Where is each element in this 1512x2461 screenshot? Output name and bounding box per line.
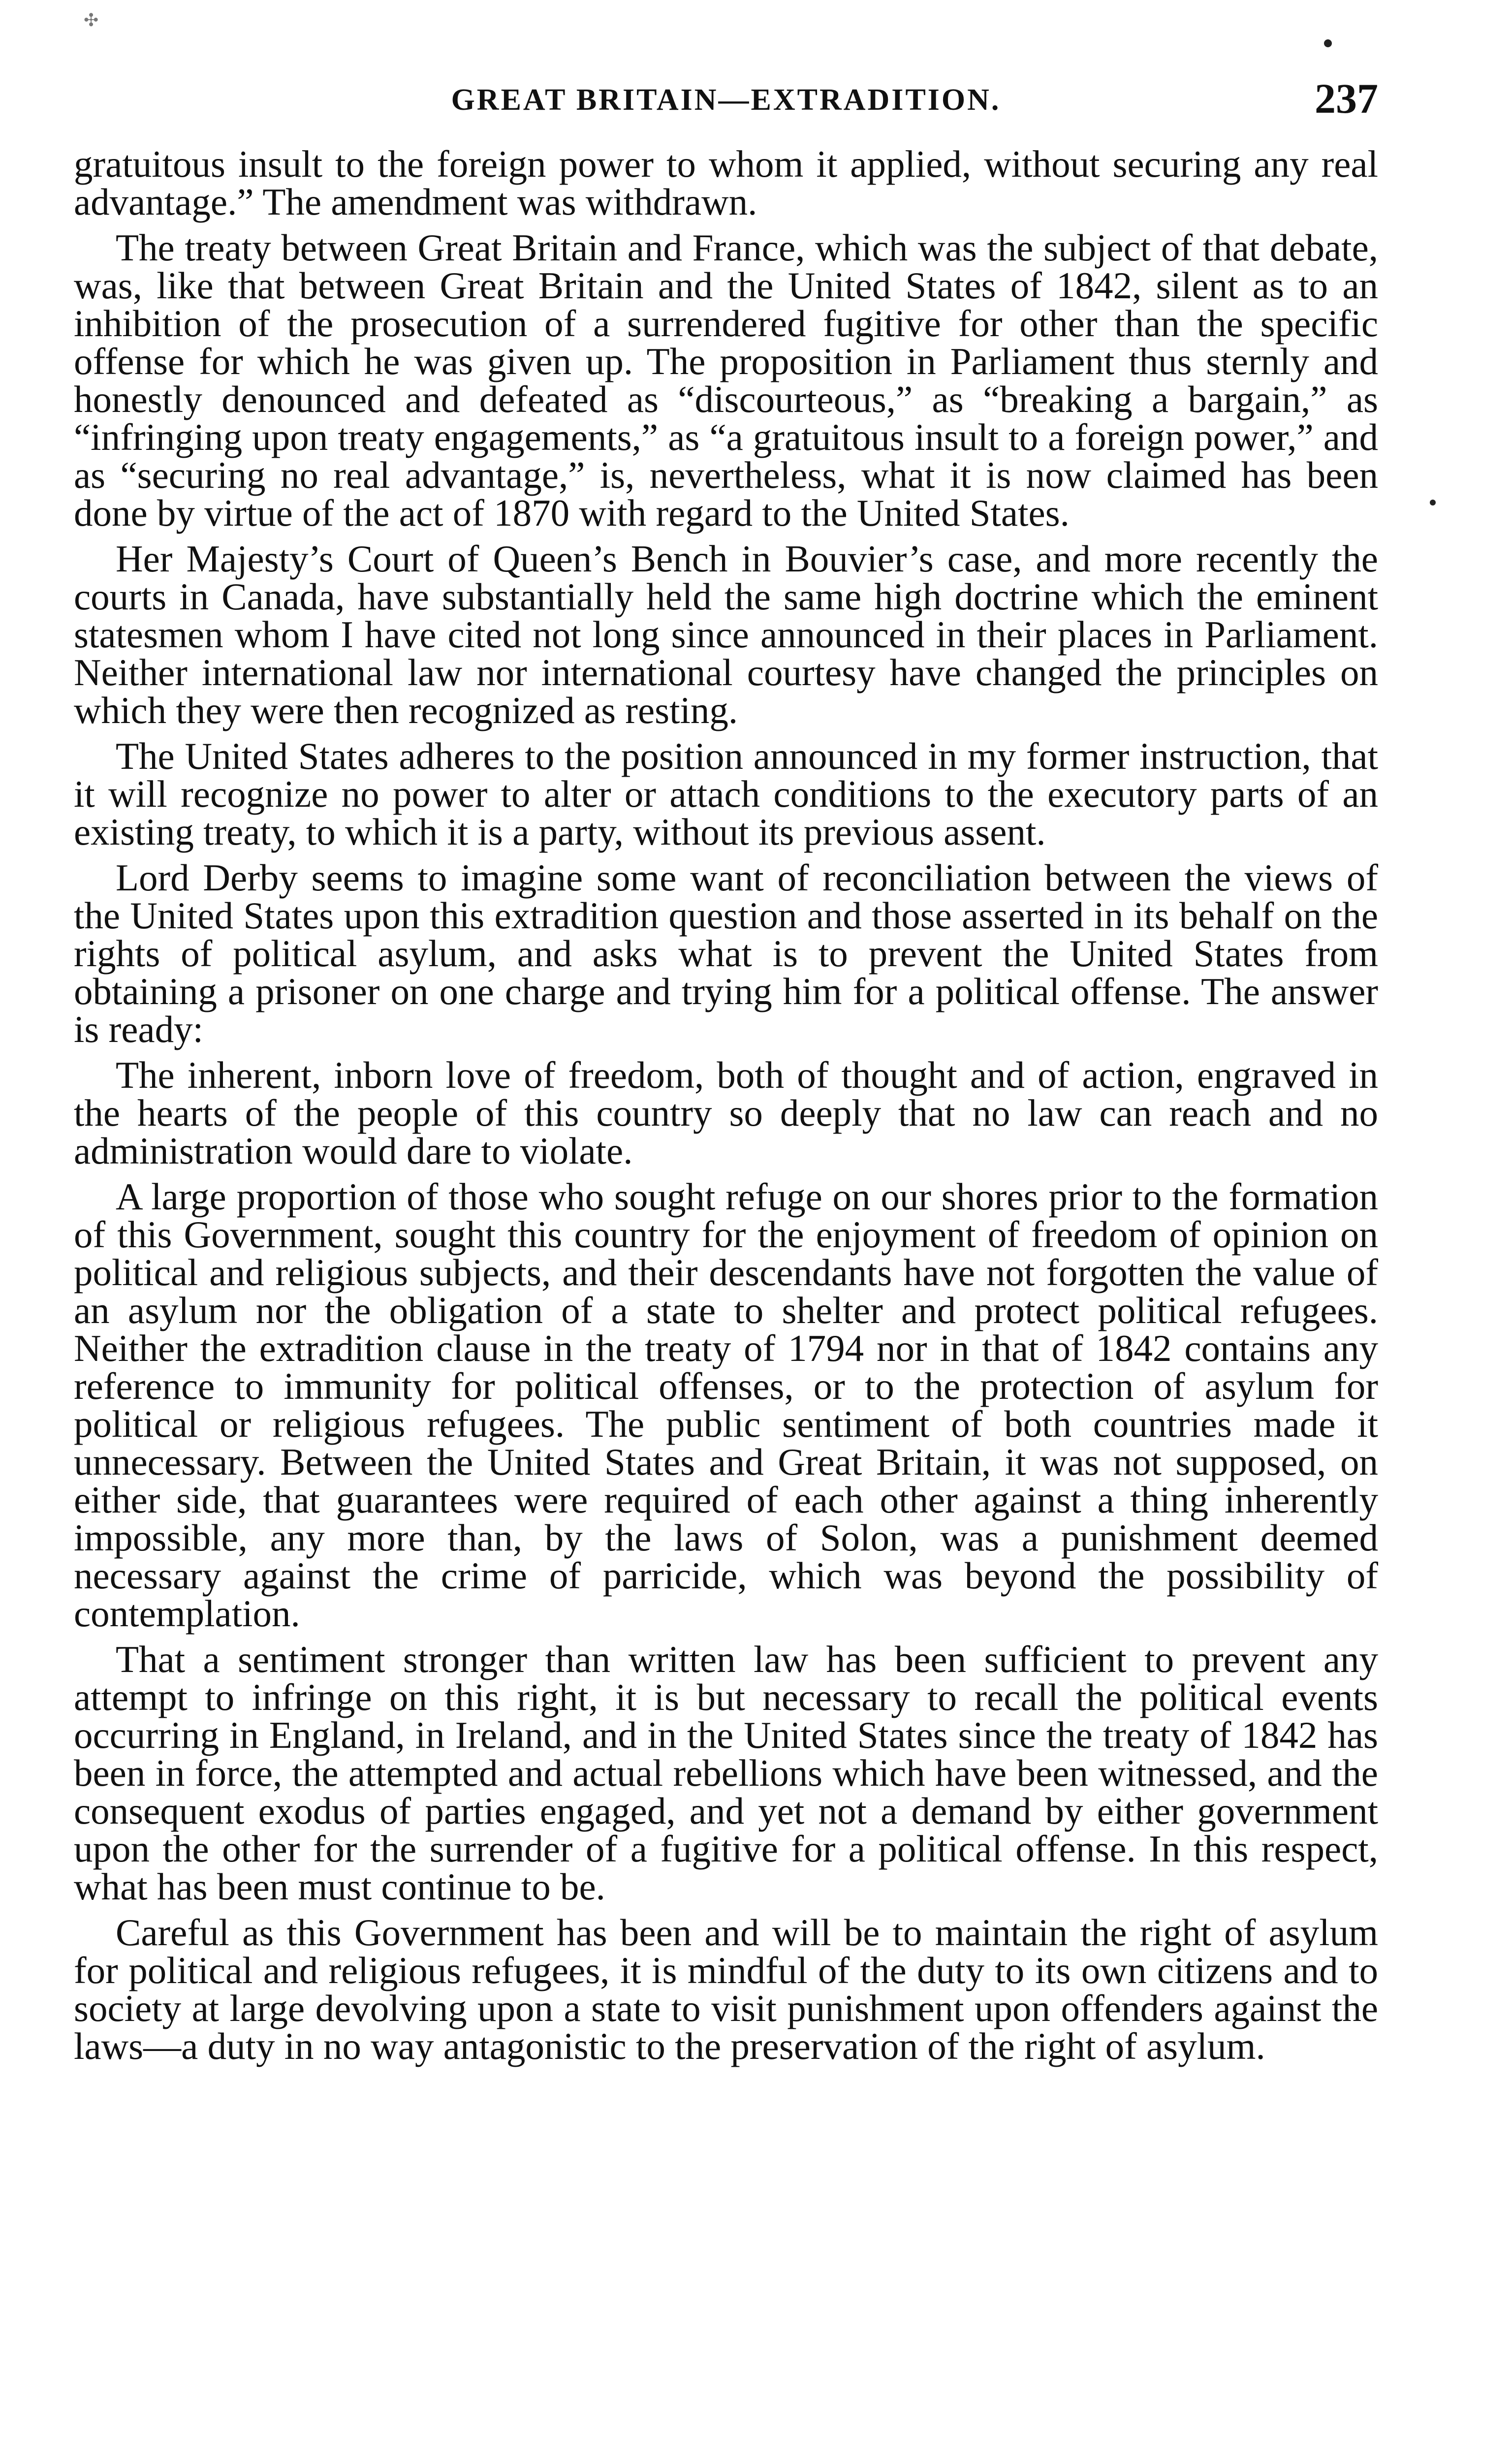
page-header <box>74 74 1378 138</box>
running-head: GREAT BRITAIN—EXTRADITION. <box>451 83 1001 117</box>
ink-dot-top <box>1324 39 1332 47</box>
paragraph: That a sentiment stronger than written law has been sufficient to prevent any attempt to infringe on this right, it is but necessary to recall the political events occurring in England, in Ireland, and in the United States since the treaty of 1842 has been in force, the attempted and actual rebellions which have been witnessed, and the consequent exodus of parties engaged, and yet not a demand by either government upon the other for the surrender of a fugitive for a political offense. In this respect, what has been must continue to be. <box>74 1638 1378 1908</box>
paragraph-continued: gratuitous insult to the foreign power to whom it applied, without securing any real advantage.” The amendment was withdrawn. <box>74 143 1378 223</box>
print-mark-top-left: ✣ <box>84 10 99 30</box>
paragraph: Her Majesty’s Court of Queen’s Bench in Bouvier’s case, and more recently the courts in Canada, have substantially held the same high doctrine which the eminent statesmen whom I have cited not long since announced in their places in Parliament. Neither international law nor international courtesy have changed the principles on which they were then recognized as resting. <box>74 537 1378 731</box>
paragraph: The treaty between Great Britain and France, which was the subject of that debate, was, like that between Great Britain and the United States of 1842, silent as to an inhibition of the prosecution of a surrendered fugitive for other than the specific offense for which he was given up. The proposition in Parliament thus sternly and honestly denounced and defeated as “discourteous,” as “breaking a bargain,” as “infringing upon treaty engagements,” as “a gratuitous insult to a foreign power,” and as “securing no real advantage,” is, nevertheless, what it is now claimed has been done by virtue of the act of 1870 with regard to the United States. <box>74 226 1378 534</box>
ink-dot-margin <box>1430 500 1436 505</box>
paragraph: The inherent, inborn love of freedom, both of thought and of action, engraved in the hearts of the people of this country so deeply that no law can reach and no administration would dare to violate. <box>74 1054 1378 1172</box>
paragraph: Careful as this Government has been and will be to maintain the right of asylum for political and religious refugees, it is mindful of the duty to its own citizens and to society at large devolving upon a state to visit punishment upon offenders against the laws—a duty in no way antagonistic to the preservation of the right of asylum. <box>74 1911 1378 2067</box>
page-number: 237 <box>1315 75 1378 122</box>
body-text <box>74 145 1378 2073</box>
paragraph: The United States adheres to the position announced in my former instruction, that it will recognize no power to alter or attach conditions to the executory parts of an existing treaty, to which it is a party, without its previous assent. <box>74 735 1378 853</box>
paragraph: Lord Derby seems to imagine some want of reconciliation between the views of the United States upon this extradition question and those asserted in its behalf on the rights of political asylum, and asks what is to prevent the United States from obtaining a prisoner on one charge and trying him for a political offense. The answer is ready: <box>74 856 1378 1050</box>
paragraph: A large proportion of those who sought refuge on our shores prior to the formation of this Government, sought this country for the enjoyment of freedom of opinion on political and religious subjects, and their descendants have not forgotten the value of an asylum nor the obligation of a state to shelter and protect political refugees. Neither the extradition clause in the treaty of 1794 nor in that of 1842 contains any reference to immunity for political offenses, or to the protection of asylum for political or religious refugees. The public sentiment of both countries made it unnecessary. Between the United States and Great Britain, it was not supposed, on either side, that guarantees were required of each other against a thing inherently impossible, any more than, by the laws of Solon, was a punishment deemed necessary against the crime of parricide, which was beyond the possibility of contemplation. <box>74 1175 1378 1635</box>
